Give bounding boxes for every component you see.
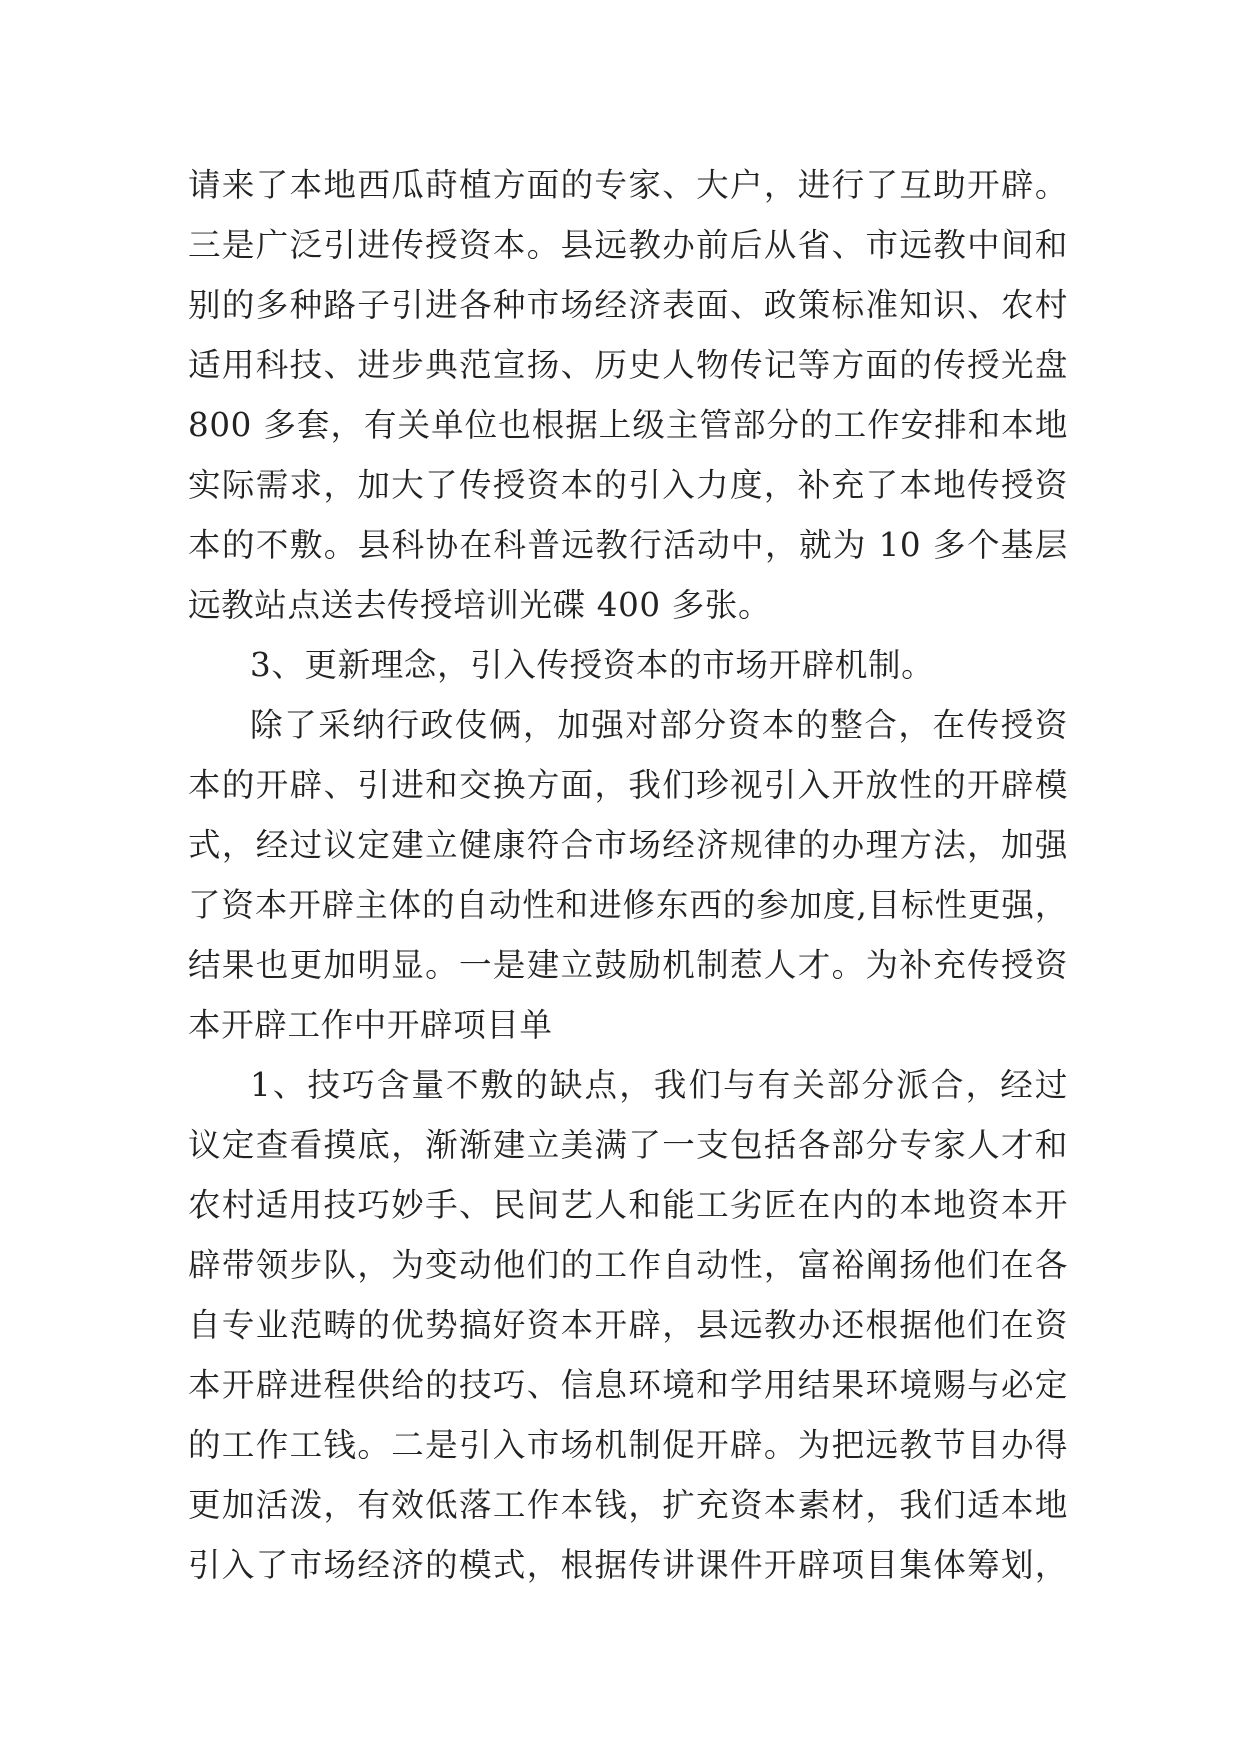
text-line: 了资本开辟主体的自动性和进修东西的参加度,目标性更强， xyxy=(188,886,1068,924)
text-line: 800 多套，有关单位也根据上级主管部分的工作安排和本地 xyxy=(188,406,1068,444)
text-line: 辟带领步队，为变动他们的工作自动性，富裕阐扬他们在各 xyxy=(188,1246,1068,1284)
text-line: 实际需求，加大了传授资本的引入力度，补充了本地传授资 xyxy=(188,466,1068,504)
text-line: 请来了本地西瓜莳植方面的专家、大户，进行了互助开辟。 xyxy=(188,166,1068,204)
text-line: 农村适用技巧妙手、民间艺人和能工劣匠在内的本地资本开 xyxy=(188,1186,1068,1224)
text-line: 本开辟进程供给的技巧、信息环境和学用结果环境赐与必定 xyxy=(188,1366,1068,1404)
text-line: 远教站点送去传授培训光碟 400 多张。 xyxy=(188,586,772,624)
text-line: 自专业范畴的优势搞好资本开辟，县远教办还根据他们在资 xyxy=(188,1306,1068,1344)
text-line: 更加活泼，有效低落工作本钱，扩充资本素材，我们适本地 xyxy=(188,1486,1068,1524)
text-line: 三是广泛引进传授资本。县远教办前后从省、市远教中间和 xyxy=(188,226,1068,264)
text-line: 式，经过议定建立健康符合市场经济规律的办理方法，加强 xyxy=(188,826,1068,864)
text-line: 议定查看摸底，渐渐建立美满了一支包括各部分专家人才和 xyxy=(188,1126,1068,1164)
text-line: 1、技巧含量不敷的缺点，我们与有关部分派合，经过 xyxy=(250,1066,1068,1104)
text-line: 本开辟工作中开辟项目单 xyxy=(188,1006,553,1044)
text-line: 除了采纳行政伎俩，加强对部分资本的整合，在传授资 xyxy=(250,706,1068,744)
text-line: 结果也更加明显。一是建立鼓励机制惹人才。为补充传授资 xyxy=(188,946,1068,984)
text-line: 适用科技、进步典范宣扬、历史人物传记等方面的传授光盘 xyxy=(188,346,1068,384)
text-line: 本的不敷。县科协在科普远教行活动中，就为 10 多个基层 xyxy=(188,526,1068,564)
text-line: 本的开辟、引进和交换方面，我们珍视引入开放性的开辟模 xyxy=(188,766,1068,804)
text-line: 别的多种路子引进各种市场经济表面、政策标准知识、农村 xyxy=(188,286,1068,324)
document-body xyxy=(188,155,1068,1595)
text-line: 3、更新理念，引入传授资本的市场开辟机制。 xyxy=(250,646,935,684)
text-line: 的工作工钱。二是引入市场机制促开辟。为把远教节目办得 xyxy=(188,1426,1068,1464)
text-line: 引入了市场经济的模式，根据传讲课件开辟项目集体筹划， xyxy=(188,1546,1068,1584)
